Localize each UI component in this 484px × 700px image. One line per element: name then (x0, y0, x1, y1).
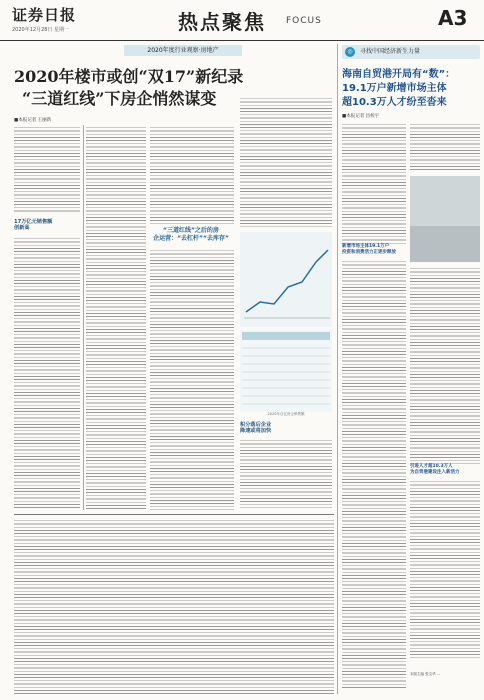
subhead-2b: 降速或将加快 (240, 428, 272, 435)
right-headline-line-3: 超10.3万人才纷至沓来 (342, 97, 447, 108)
article-lower-block (14, 518, 334, 694)
right-tag: 寻找中国经济新生力量 (342, 45, 480, 59)
right-headline-line-1: 海南自贸港开局有“数”： (342, 69, 456, 80)
news-photo (410, 176, 480, 262)
right-column-2a (410, 122, 480, 172)
chart-graphic (240, 232, 332, 327)
right-subhead-2: 引进人才超10.3万人 (410, 464, 453, 469)
headline-line-2: “三道红线”下房企悄然谋变 (22, 89, 217, 108)
right-column-2b (410, 266, 480, 666)
byline: ■本报记者 王丽新 (14, 118, 52, 123)
article-column-4 (240, 96, 332, 228)
right-headline-line-2: 19.1万户新增市场主体 (342, 83, 447, 94)
horizontal-divider (14, 514, 334, 515)
table-caption: 2020年百亿房企销售额 (267, 412, 305, 416)
right-byline: ■本报记者 昌校宇 (342, 114, 380, 119)
callout-quote (150, 227, 232, 243)
callout-line-1: “三道红线”之后的房 (163, 227, 219, 234)
right-column-divider (337, 44, 338, 694)
subhead-2: 积分落后企业 (240, 422, 272, 428)
section-title: 热点聚焦 (178, 10, 266, 34)
photo-graphic (410, 176, 480, 262)
subhead-1: 17万亿元销售额 (14, 219, 53, 225)
section-title-en: FOCUS (286, 16, 322, 26)
chart-illustration (240, 232, 332, 327)
column-divider (83, 125, 84, 510)
page-number: A3 (438, 6, 468, 30)
globe-icon: ◎ (345, 47, 355, 57)
right-column-1 (342, 122, 406, 692)
kicker-label: 2020年度行业观察·房地产 (124, 45, 242, 56)
headline-line-1: 2020年楼市或创“双17”新纪录 (14, 67, 244, 86)
right-subhead-2b: 为自贸港建设注入新活力 (410, 470, 460, 475)
article-column-3b (150, 248, 234, 510)
right-subhead-1: 新增市场主体19.1万户 (342, 244, 390, 249)
subhead-1b: 创新高 (14, 225, 30, 232)
article-column-4b (240, 420, 332, 510)
table-graphic (240, 330, 332, 412)
callout-line-2: 企运营：“去杠杆”“去库存” (153, 235, 229, 242)
data-table-image (240, 330, 332, 412)
article-column-2 (86, 125, 146, 510)
article-column-3 (150, 125, 234, 225)
editor-credit: 本版主编 张宝华 ... (410, 672, 441, 676)
dateline: 2020年12月28日 星期一 (12, 27, 70, 33)
right-subhead-1b: 投资和消费活力正逐步释放 (342, 250, 396, 255)
right-headline (342, 68, 480, 110)
article-column-1 (14, 125, 80, 510)
newspaper-logo: 证券日报 (12, 6, 77, 24)
